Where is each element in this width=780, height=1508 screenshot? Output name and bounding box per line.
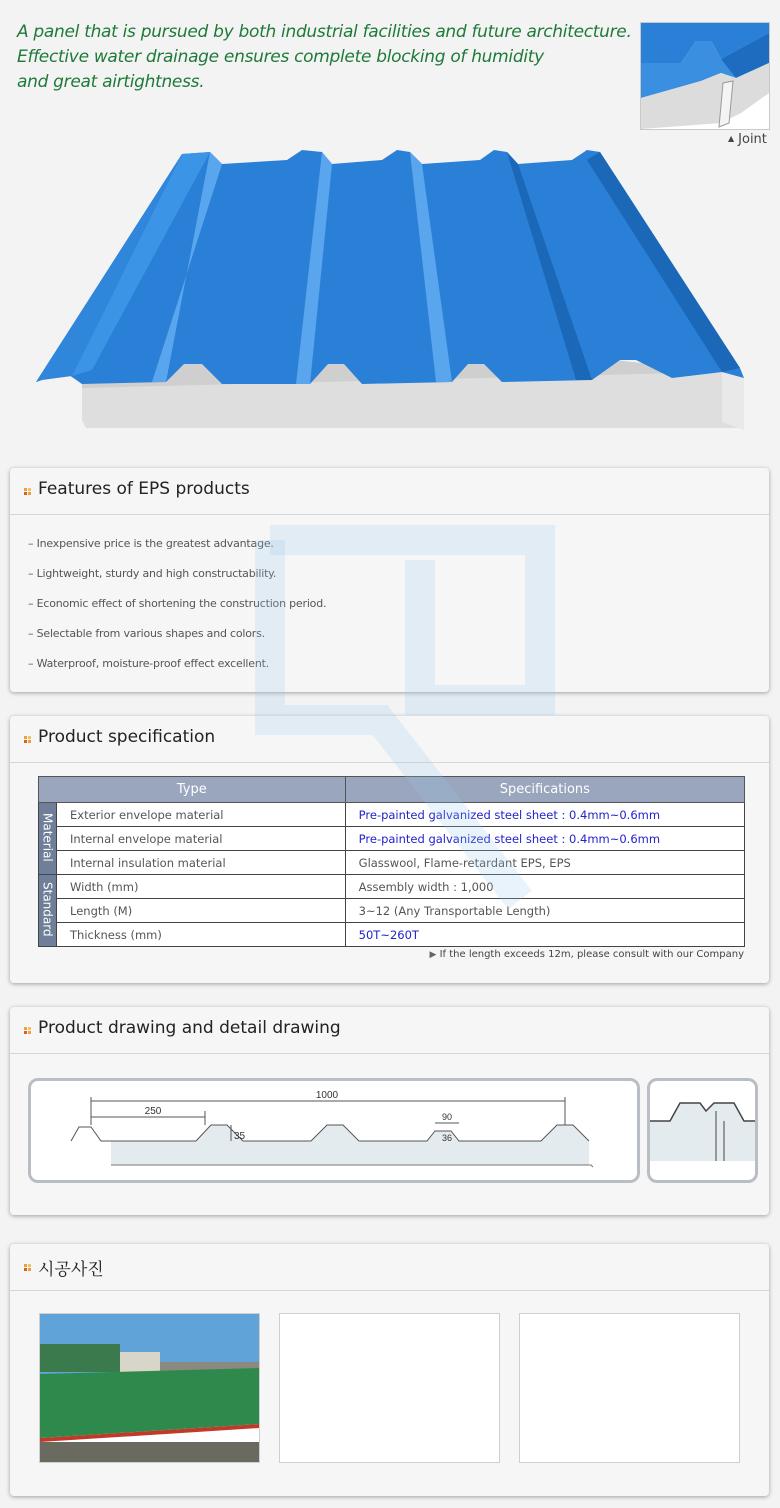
row-type: Thickness (mm) — [57, 923, 346, 947]
construction-photo-empty[interactable] — [519, 1313, 740, 1463]
row-spec: Pre-painted galvanized steel sheet : 0.4mm~0.6mm — [345, 827, 744, 851]
group-material — [39, 803, 57, 875]
features-header — [10, 468, 769, 515]
joint-detail-svg — [650, 1081, 755, 1180]
table-row — [39, 875, 745, 899]
list-item: – Economic effect of shortening the construction period. — [28, 597, 327, 610]
joint-thumbnail — [640, 22, 770, 130]
length-note — [429, 949, 744, 960]
photos-card — [10, 1244, 769, 1496]
spec-header — [10, 716, 769, 763]
panel-illustration — [32, 150, 758, 432]
table-header-row — [39, 777, 745, 803]
hero-line-2: Effective water drainage ensures complete blocking of humidity — [17, 47, 544, 67]
sandwich-panel-image — [32, 150, 758, 432]
group-standard — [39, 875, 57, 947]
list-item: – Selectable from various shapes and colors. — [28, 627, 265, 640]
length-note-text: If the length exceeds 12m, please consult with our Company — [439, 949, 744, 960]
group-standard-label: Standard — [40, 881, 55, 937]
row-spec: Glasswool, Flame-retardant EPS, EPS — [345, 851, 744, 875]
section-bullet-icon — [24, 488, 31, 495]
list-item: – Inexpensive price is the greatest advantage. — [28, 537, 274, 550]
spec-title: Product specification — [38, 727, 216, 747]
construction-photo-image — [40, 1314, 259, 1462]
dim-top-label: 90 — [441, 1112, 453, 1122]
joint-caption-label: Joint — [738, 132, 767, 147]
dim-pitch-label: 250 — [144, 1106, 162, 1117]
features-card — [10, 468, 769, 692]
header-spec: Specifications — [345, 777, 744, 803]
row-spec: 50T~260T — [345, 923, 744, 947]
drawing-header — [10, 1007, 769, 1054]
section-bullet-icon — [24, 1027, 31, 1034]
section-bullet-icon — [24, 736, 31, 743]
row-type: Internal envelope material — [57, 827, 346, 851]
drawing-card — [10, 1007, 769, 1215]
table-row — [39, 803, 745, 827]
list-item: – Lightweight, sturdy and high constructability. — [28, 567, 277, 580]
row-type: Width (mm) — [57, 875, 346, 899]
construction-photo-empty[interactable] — [279, 1313, 500, 1463]
dim-total-label: 1000 — [315, 1090, 339, 1101]
joint-detail-drawing — [647, 1078, 758, 1183]
row-type: Exterior envelope material — [57, 803, 346, 827]
features-list — [28, 537, 326, 687]
joint-caption — [728, 132, 767, 147]
profile-drawing-svg — [31, 1081, 637, 1180]
dim-height-label: 35 — [234, 1131, 246, 1142]
hero-line-1: A panel that is pursued by both industrial facilities and future architecture. — [17, 22, 632, 42]
table-row — [39, 899, 745, 923]
table-row — [39, 923, 745, 947]
triangle-right-icon: ▶ — [429, 950, 437, 960]
drawing-title: Product drawing and detail drawing — [38, 1018, 341, 1038]
group-material-label: Material — [40, 812, 55, 862]
spec-card — [10, 716, 769, 983]
table-row — [39, 851, 745, 875]
row-spec: Assembly width : 1,000 — [345, 875, 744, 899]
triangle-up-icon: ▲ — [728, 134, 735, 143]
dim-bottom-label: 36 — [441, 1133, 453, 1143]
row-type: Internal insulation material — [57, 851, 346, 875]
profile-drawing — [28, 1078, 640, 1183]
row-spec: 3~12 (Any Transportable Length) — [345, 899, 744, 923]
spec-table — [38, 776, 745, 947]
list-item: – Waterproof, moisture-proof effect excellent. — [28, 657, 270, 670]
section-bullet-icon — [24, 1264, 31, 1271]
row-type: Length (M) — [57, 899, 346, 923]
photos-title: 시공사진 — [38, 1260, 104, 1280]
features-title: Features of EPS products — [38, 479, 250, 499]
construction-photo[interactable] — [39, 1313, 260, 1463]
row-spec: Pre-painted galvanized steel sheet : 0.4mm~0.6mm — [345, 803, 744, 827]
header-type: Type — [39, 777, 346, 803]
hero-line-3: and great airtightness. — [17, 72, 205, 92]
joint-illustration — [641, 23, 769, 129]
hero-tagline — [17, 20, 632, 95]
table-row — [39, 827, 745, 851]
photos-header — [10, 1244, 769, 1291]
